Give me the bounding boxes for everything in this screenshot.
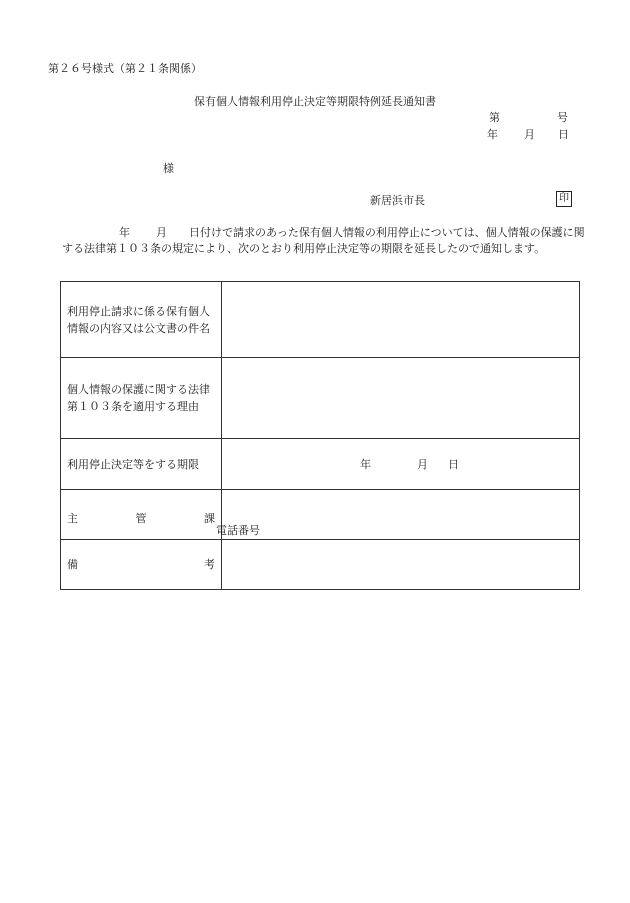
- body-month: 月: [156, 226, 167, 239]
- row-value-department[interactable]: [216, 490, 580, 540]
- remarks-char-1: 備: [67, 558, 78, 571]
- deadline-year: 年: [360, 458, 371, 471]
- table-row: [61, 282, 580, 358]
- document-title: 保有個人情報利用停止決定等期限特例延長通知書: [194, 95, 436, 108]
- row-label-remarks: [61, 540, 222, 590]
- row-label-deadline: 利用停止決定等をする期限: [61, 439, 222, 490]
- issue-date-day: 日: [558, 128, 569, 141]
- row-label-content: 利用停止請求に係る保有個人情報の内容又は公文書の件名: [61, 282, 222, 358]
- row-value-remarks[interactable]: [222, 540, 580, 590]
- dept-char-1: 主: [67, 512, 78, 525]
- table-row: [61, 439, 580, 490]
- addressee-suffix: 様: [163, 162, 174, 175]
- doc-number-prefix: 第: [489, 111, 500, 124]
- row-label-reason: 個人情報の保護に関する法律第１０３条を適用する理由: [61, 358, 222, 439]
- seal-mark: 印: [556, 191, 572, 207]
- deadline-day: 日: [448, 458, 459, 471]
- row-value-deadline[interactable]: [222, 439, 580, 490]
- body-year: 年: [119, 226, 130, 239]
- dept-char-2: 管: [135, 512, 147, 525]
- dept-char-3: 課: [204, 512, 215, 525]
- remarks-char-2: 考: [204, 558, 215, 571]
- table-row: [61, 358, 580, 439]
- table-row: [61, 490, 580, 540]
- table-row: [61, 540, 580, 590]
- row-label-department: [61, 490, 222, 540]
- deadline-month: 月: [417, 458, 428, 471]
- notice-body: [62, 225, 587, 257]
- body-text: 日付けで請求のあった保有個人情報の利用停止については、個人情報の保護に関する法律第１０３条の規定により、次のとおり利用停止決定等の期限を延長したので通知します。: [62, 226, 585, 255]
- doc-number-suffix: 号: [557, 111, 568, 124]
- row-value-reason[interactable]: [222, 358, 580, 439]
- issue-date-year: 年: [487, 128, 498, 141]
- issue-date-month: 月: [524, 128, 535, 141]
- row-value-content[interactable]: [222, 282, 580, 358]
- form-number: 第２６号様式（第２１条関係）: [48, 62, 202, 75]
- notice-table: [60, 281, 580, 590]
- tel-label: 電話番号: [216, 524, 260, 537]
- sender-name: 新居浜市長: [370, 194, 425, 207]
